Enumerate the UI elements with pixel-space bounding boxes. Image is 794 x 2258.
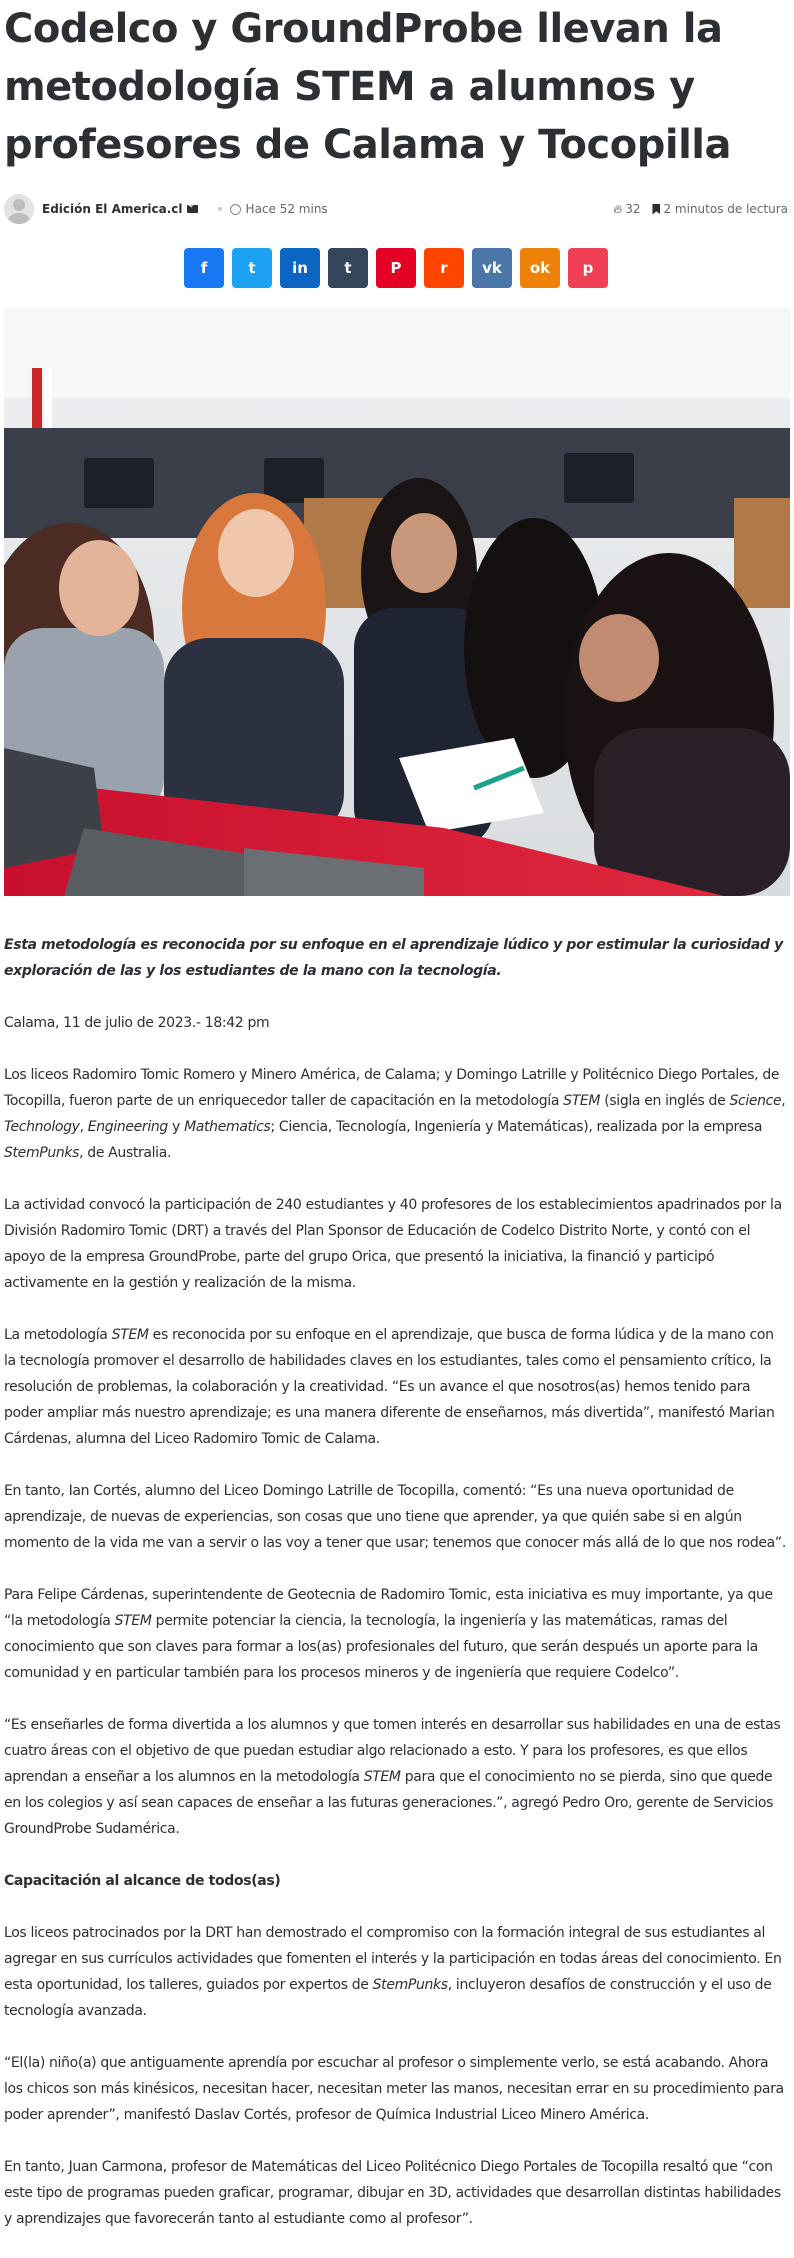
article-title: Codelco y GroundProbe llevan la metodología STEM a alumnos y profesores de Calama y Tocopilla — [4, 6, 731, 168]
time-ago: Hace 52 mins — [245, 202, 328, 216]
paragraph-3 — [4, 1322, 788, 1452]
paragraph-1 — [4, 1062, 788, 1166]
section-subheading: Capacitación al alcance de todos(as) — [4, 1873, 281, 1889]
p6-text-c: para que el conocimiento no se pierda, sino que quede en los colegios y así sean capaces de enseñar a las futuras generaciones.”, agregó Pedro Oro, gerente de Servicios GroundProbe Sudamérica. — [4, 1769, 774, 1837]
reddit-icon: r — [440, 259, 448, 277]
article-lead: Esta metodología es reconocida por su enfoque en el aprendizaje lúdico y por estimular la curiosidad y exploración de las y los estudiantes de la mano con la tecnología. — [4, 937, 783, 979]
linkedin-icon: in — [292, 259, 308, 277]
facebook-icon: f — [200, 259, 208, 277]
p1-text-g: , — [79, 1119, 88, 1135]
post-meta — [4, 194, 788, 224]
article-body — [4, 932, 788, 2232]
article-dateline — [4, 1010, 788, 1036]
post-meta-right — [613, 202, 788, 217]
p5-text-c: permite potenciar la ciencia, la tecnología, la ingeniería y las matemáticas, ramas del conocimiento que son claves para formar a los(as) profesionales del futuro, que serán después un aporte para la comunidad y en particular también para los procesos mineros y de ingeniería que requiere Codelco”. — [4, 1613, 758, 1681]
paragraph-4: En tanto, Ian Cortés, alumno del Liceo Domingo Latrille de Tocopilla, comentó: “Es una nueva oportunidad de aprendizaje, de nuevas de experiencias, son cosas que uno tiene que aprender, ya que quién sabe si en algún momento de la vida me van a servir o las voy a tener que usar; tenemos que conocer más allá de lo que nos rodea”. — [4, 1483, 786, 1551]
clock-icon — [230, 204, 241, 215]
odnoklassniki-icon: ok — [529, 259, 551, 277]
p6-text-a: “Es enseñarles de forma divertida a los alumnos y que tomen interés en desarrollar sus habilidades en una de estas cuatro áreas con el objetivo de que puedan estudiar algo relacionado a esto. Y para los profesores, es que ellos aprendan a enseñar a los alumnos en la metodología — [4, 1717, 781, 1785]
p5-text-a: Para Felipe Cárdenas, superintendente de Geotecnia de Radomiro Tomic, esta iniciativa es muy importante, ya que “la metodología — [4, 1587, 773, 1629]
mail-icon[interactable] — [187, 205, 198, 213]
share-twitter-button[interactable] — [232, 248, 272, 288]
paragraph-9: En tanto, Juan Carmona, profesor de Matemáticas del Liceo Politécnico Diego Portales de Tocopilla resaltó que “con este tipo de programas pueden graficar, programar, dibujar en 3D, actividades que desarrollan distintas habilidades y aprendizajes que favorecerán tanto al estudiante como al profesor”. — [4, 2159, 781, 2227]
p1-text-k: ; Ciencia, Tecnología, Ingeniería y Matemáticas), realizada por la empresa — [270, 1119, 763, 1135]
post-meta-left — [4, 194, 328, 224]
paragraph-7 — [4, 1920, 788, 2024]
dateline-time: 18:42 pm — [200, 1015, 270, 1031]
share-pocket-button[interactable] — [568, 248, 608, 288]
p1-em-technology: Technology — [4, 1119, 80, 1135]
p1-em-stem: STEM — [563, 1093, 601, 1109]
share-odnoklassniki-button[interactable] — [520, 248, 560, 288]
share-tumblr-button[interactable] — [328, 248, 368, 288]
separator-dot — [218, 207, 222, 211]
paragraph-2: La actividad convocó la participación de 240 estudiantes y 40 profesores de los establecimientos apadrinados por la División Radomiro Tomic (DRT) a través del Plan Sponsor de Educación de Codelco Distrito Norte, y contó con el apoyo de la empresa GroundProbe, parte del grupo Orica, que presentó la iniciativa, la financió y participó activamente en la gestión y realización de la misma. — [4, 1197, 782, 1291]
p7-em-stempunks: StemPunks — [372, 1977, 448, 1993]
p1-em-science: Science — [729, 1093, 782, 1109]
p5-em-stem: STEM — [114, 1613, 152, 1629]
p6-em-stem: STEM — [363, 1769, 401, 1785]
bookmark-icon — [652, 204, 660, 215]
view-count: 32 — [625, 202, 641, 216]
p7-text-a: Los liceos patrocinados por la DRT han demostrado el compromiso con la formación integral de sus estudiantes al agregar en sus currículos actividades que fomenten el interés y la participación en todas áreas del conocimiento. En esta oportunidad, los talleres, guiados por expertos de — [4, 1925, 782, 1993]
read-time: 2 minutos de lectura — [663, 202, 788, 216]
p1-text-a: Los liceos Radomiro Tomic Romero y Minero América, de Calama; y Domingo Latrille y Politécnico Diego Portales, de Tocopilla, fueron parte de un enriquecedor taller de capacitación en la metodología — [4, 1067, 780, 1109]
dateline-place: Calama, 11 de julio de 2023.- — [4, 1015, 201, 1031]
pocket-icon: p — [582, 259, 594, 277]
paragraph-6 — [4, 1712, 788, 1842]
p3-em-stem: STEM — [111, 1327, 149, 1343]
p3-text-c: es reconocida por su enfoque en el aprendizaje, que busca de forma lúdica y de la mano con la tecnología promover el desarrollo de habilidades claves en los estudiantes, tales como el pensamiento crítico, la resolución de problemas, la colaboración y la creatividad. “Es un avance el que nosotros(as) hemos tenido para poder ampliar más nuestro aprendizaje; es una manera diferente de enseñarnos, más divertida”, manifestó Marian Cárdenas, alumna del Liceo Radomiro Tomic de Calama. — [4, 1327, 775, 1447]
p7-text-c: , incluyeron desafíos de construcción y el uso de tecnología avanzada. — [4, 1977, 772, 2019]
paragraph-8: “El(la) niño(a) que antiguamente aprendía por escuchar al profesor o simplemente verlo, se está acabando. Ahora los chicos son más kinésicos, necesitan hacer, necesitan meter las manos, necesitan errar en su procedimiento para poder aprender”, manifestó Daslav Cortés, profesor de Química Industrial Liceo Minero América. — [4, 2055, 784, 2123]
p1-text-e: , — [781, 1093, 786, 1109]
p1-text-c: (sigla en inglés de — [600, 1093, 730, 1109]
twitter-icon: t — [248, 259, 256, 277]
tumblr-icon: t — [344, 259, 352, 277]
featured-photo — [4, 308, 790, 896]
share-buttons — [4, 248, 788, 288]
fire-icon: 🔥︎ — [613, 201, 623, 216]
p3-text-a: La metodología — [4, 1327, 112, 1343]
share-vk-button[interactable] — [472, 248, 512, 288]
share-linkedin-button[interactable] — [280, 248, 320, 288]
vk-icon: vk — [482, 259, 502, 277]
share-facebook-button[interactable] — [184, 248, 224, 288]
author-link[interactable]: Edición El America.cl — [42, 202, 183, 216]
author-avatar[interactable] — [4, 194, 34, 224]
p1-em-mathematics: Mathematics — [184, 1119, 271, 1135]
share-pinterest-button[interactable] — [376, 248, 416, 288]
share-reddit-button[interactable] — [424, 248, 464, 288]
p1-em-engineering: Engineering — [87, 1119, 168, 1135]
p1-em-stempunks: StemPunks — [4, 1145, 80, 1161]
p1-text-i: y — [167, 1119, 185, 1135]
paragraph-5 — [4, 1582, 788, 1686]
pinterest-icon: P — [390, 259, 402, 277]
p1-text-m: , de Australia. — [79, 1145, 172, 1161]
